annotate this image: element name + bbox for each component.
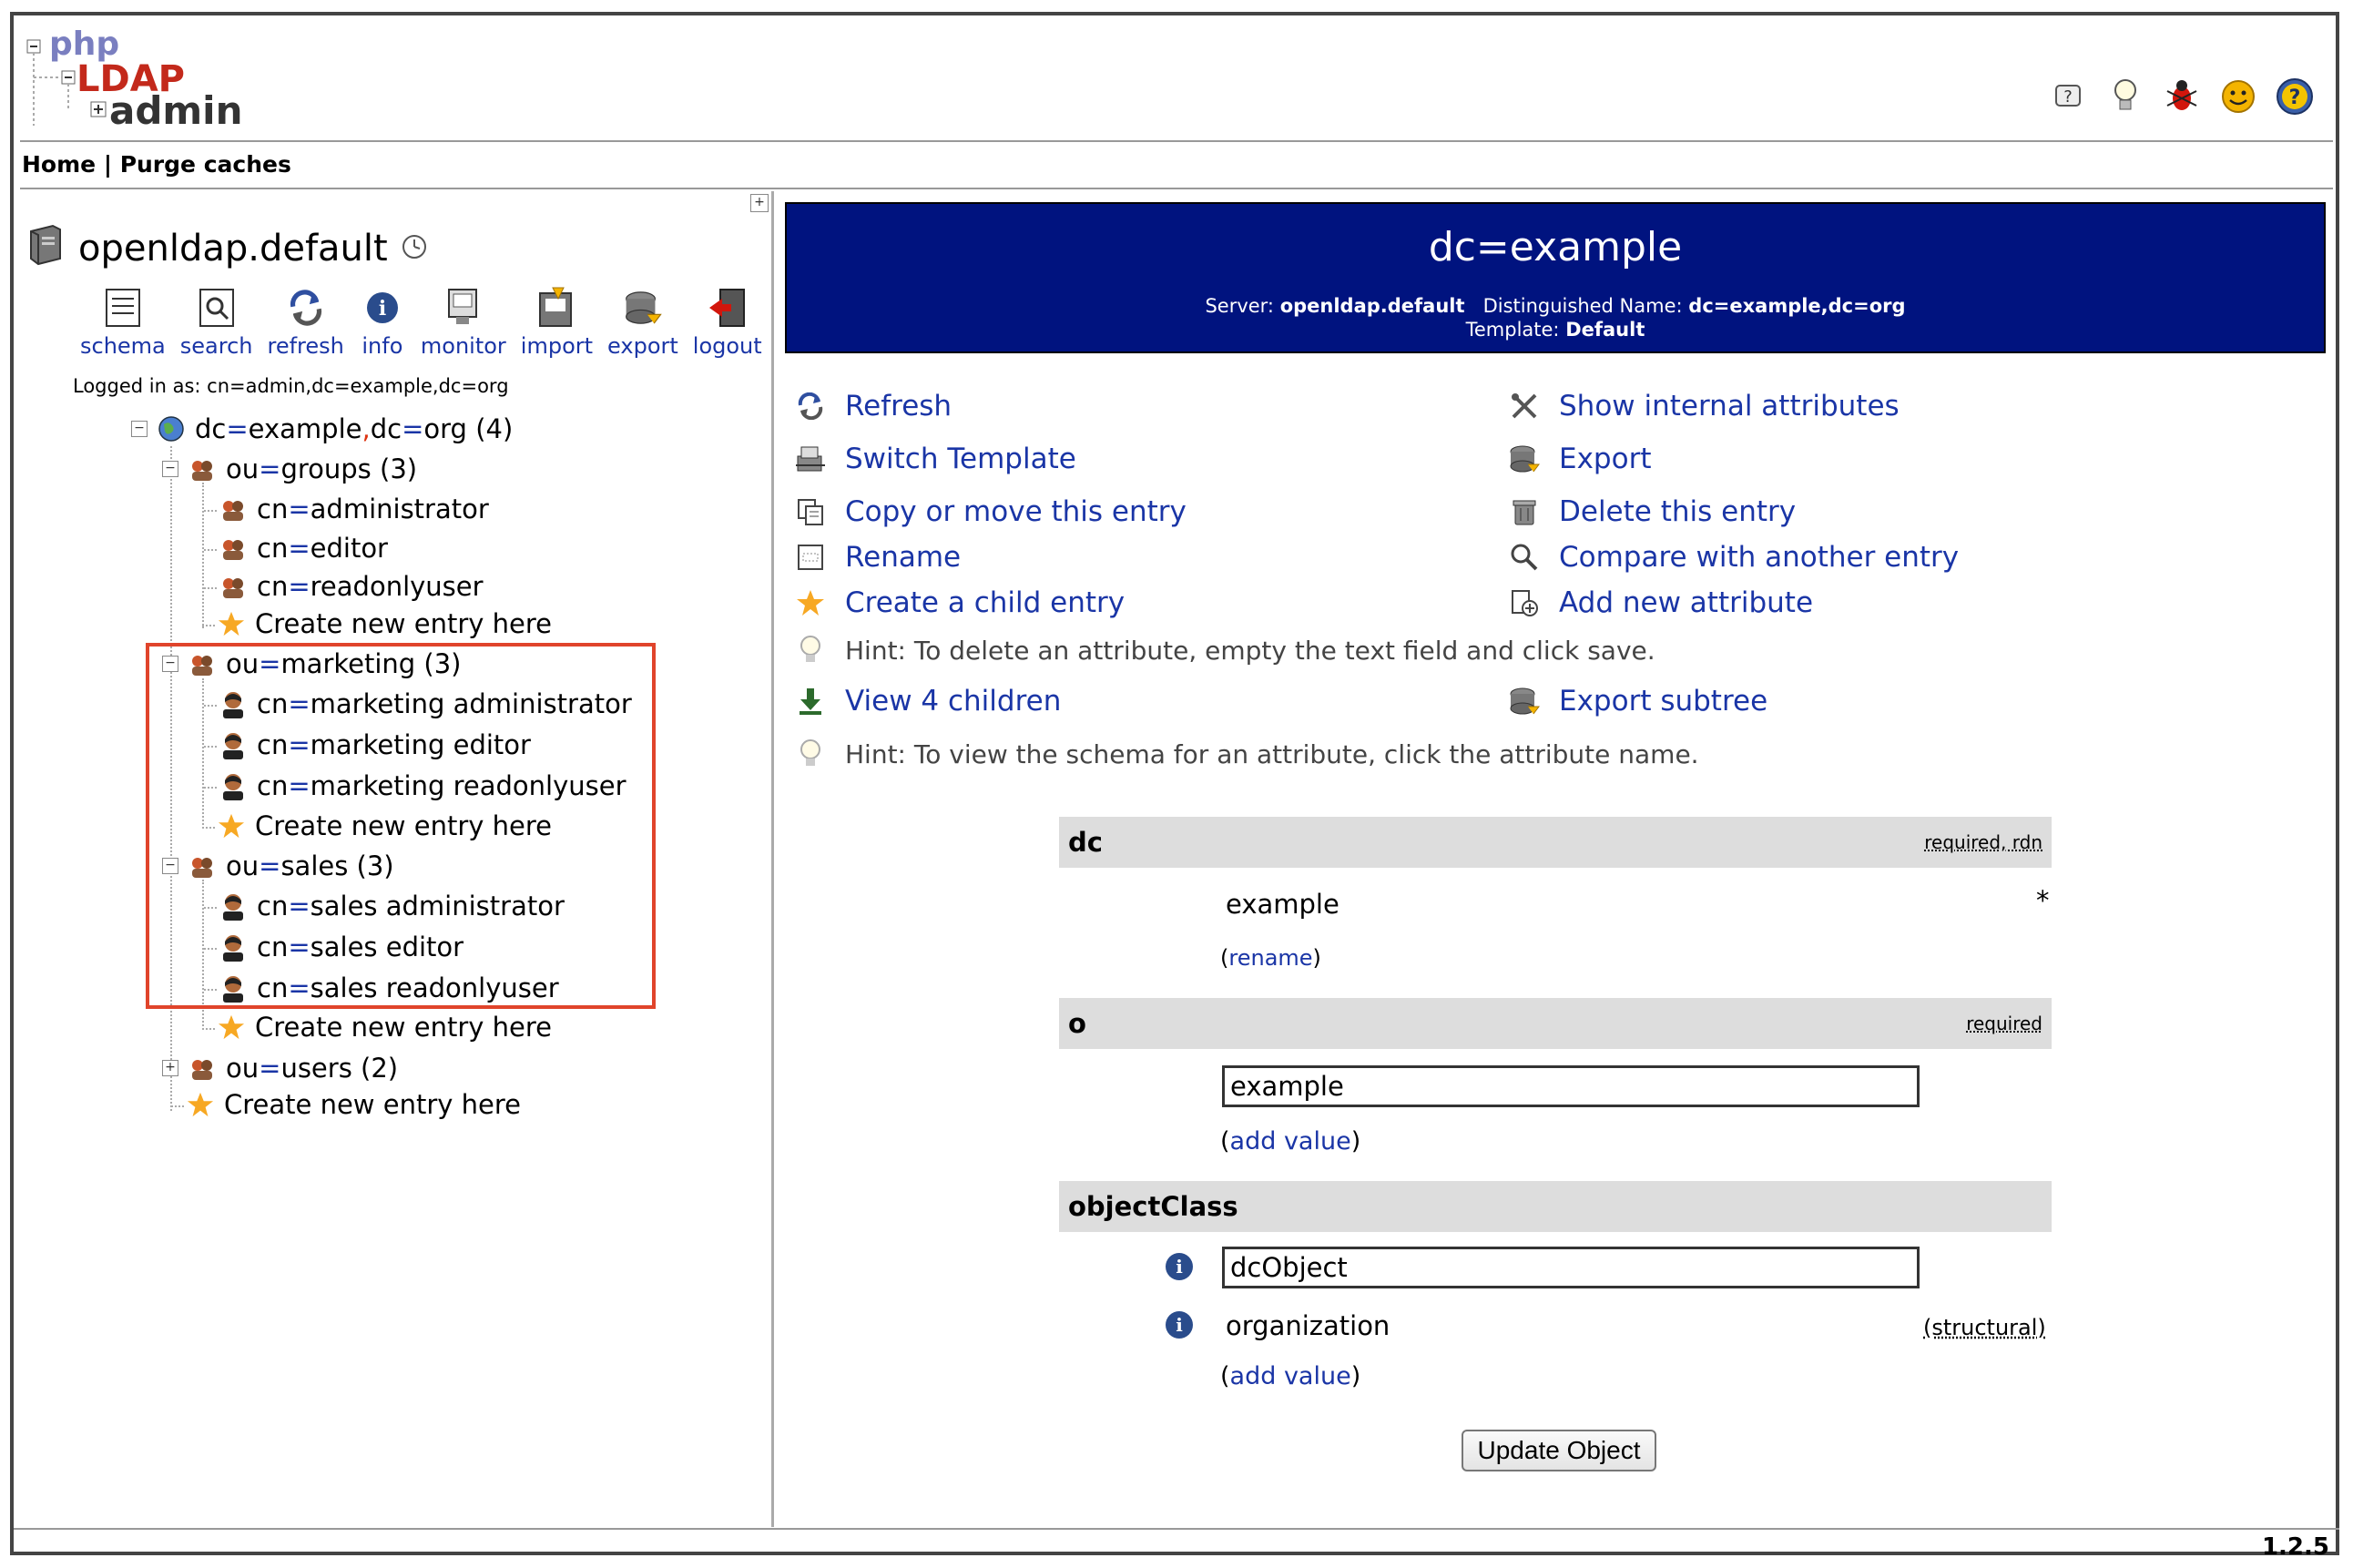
refresh-label: Refresh <box>845 390 952 423</box>
update-object-button[interactable]: Update Object <box>1462 1430 1656 1471</box>
collapse-toggle[interactable]: − <box>162 656 178 672</box>
smiley-icon[interactable] <box>2218 75 2258 118</box>
rdn-value: marketing administrator <box>310 688 632 719</box>
tree-guide-line <box>202 483 204 628</box>
rdn-attr: ou <box>226 648 260 679</box>
create-child-action[interactable] <box>794 586 1125 619</box>
svg-text:?: ? <box>2288 87 2301 109</box>
tree-guide-line <box>204 510 217 512</box>
star-icon <box>217 609 246 638</box>
rdn-value: marketing editor <box>310 729 531 760</box>
footer-divider <box>14 1528 2339 1530</box>
entry-banner <box>785 202 2326 353</box>
tree-node-ou-marketing[interactable]: − ou = marketing (3) <box>162 648 462 679</box>
tree-guide-line <box>204 587 217 589</box>
rdn-attr: cn <box>257 688 289 719</box>
tool-info[interactable] <box>359 282 406 359</box>
compare-label: Compare with another entry <box>1559 541 1960 574</box>
rdn-marker: * <box>2036 885 2050 916</box>
create-entry-label: Create new entry here <box>255 1012 552 1043</box>
rdn-attr: cn <box>257 770 289 801</box>
tree-node-ou-groups[interactable]: − ou = groups (3) <box>162 453 417 484</box>
schema-icon <box>99 282 147 333</box>
switch-template-action[interactable] <box>794 443 1076 475</box>
logout-icon <box>704 282 751 333</box>
entry-dn-title: dc=example <box>1428 224 1683 270</box>
help-icon[interactable] <box>2049 75 2089 118</box>
collapse-toggle[interactable]: + <box>162 1060 178 1076</box>
tool-refresh[interactable] <box>268 282 344 359</box>
version-label: 1.2.5 <box>2261 1533 2329 1561</box>
info-icon <box>359 282 406 333</box>
tool-label: refresh <box>267 333 344 359</box>
tools-icon <box>1508 390 1541 423</box>
tree-node-entry[interactable]: cn = sales editor <box>219 932 463 962</box>
switch-template-label: Switch Template <box>845 443 1076 475</box>
export-label: Export <box>1559 443 1652 475</box>
tool-search[interactable] <box>180 282 253 359</box>
create-new-entry-link[interactable] <box>217 1012 552 1043</box>
tool-export[interactable] <box>607 282 678 359</box>
lightbulb-icon <box>794 634 827 667</box>
rdn-value: org <box>423 413 467 444</box>
panel-separator <box>771 191 774 1527</box>
rdn-attr: ou <box>226 453 260 484</box>
view-children-label: View 4 children <box>845 685 1062 718</box>
copy-move-action[interactable] <box>794 495 1187 528</box>
create-entry-label: Create new entry here <box>255 810 552 841</box>
child-count: (3) <box>380 453 418 484</box>
svg-text:?: ? <box>2063 87 2073 107</box>
child-count: (2) <box>361 1053 399 1084</box>
tree-guide-line <box>202 1028 215 1030</box>
copy-icon <box>794 495 827 528</box>
child-count: (3) <box>423 648 462 679</box>
rdn-attr: cn <box>257 972 289 1003</box>
nav-divider <box>20 188 2333 189</box>
svg-text:admin: admin <box>109 88 243 133</box>
group-icon <box>188 1054 217 1083</box>
dc-value: example <box>1226 889 1339 920</box>
show-internal-action[interactable] <box>1508 390 1900 423</box>
export-subtree-action[interactable] <box>1508 685 1767 718</box>
refresh-icon <box>282 282 330 333</box>
rdn-value: sales readonlyuser <box>310 972 559 1003</box>
top-navigation <box>22 151 291 178</box>
home-link[interactable]: Home <box>22 151 97 178</box>
search-icon <box>193 282 240 333</box>
export-action[interactable] <box>1508 443 1651 475</box>
add-attribute-icon <box>1508 586 1541 619</box>
rdn-attr: cn <box>257 891 289 921</box>
attribute-name[interactable]: objectClass <box>1068 1191 1238 1222</box>
refresh-icon <box>794 390 827 423</box>
download-arrow-icon <box>794 685 827 718</box>
tree-node-entry[interactable]: cn = administrator <box>219 494 489 524</box>
tree-guide-line <box>171 1105 184 1107</box>
trash-icon <box>1508 495 1541 528</box>
template-value: Default <box>1565 319 1645 341</box>
tree-node-entry[interactable]: cn = editor <box>219 533 388 564</box>
highlight-box <box>146 643 656 1009</box>
export-icon <box>619 282 667 333</box>
tool-label: logout <box>692 333 762 359</box>
group-icon <box>188 454 217 484</box>
tree-guide-line <box>204 549 217 551</box>
hint-schema <box>794 738 1699 770</box>
server-toolbar <box>73 282 769 359</box>
rdn-value: marketing readonlyuser <box>310 770 626 801</box>
create-new-entry-link[interactable] <box>217 608 552 639</box>
monitor-icon <box>440 282 487 333</box>
tool-label: search <box>179 333 253 359</box>
tool-logout[interactable] <box>693 282 762 359</box>
dn-value: dc=example,dc=org <box>1688 295 1906 317</box>
hint-delete <box>794 634 1655 667</box>
group-icon <box>219 572 248 601</box>
rdn-attr: cn <box>257 494 289 524</box>
create-entry-label: Create new entry here <box>224 1089 521 1120</box>
child-count: (4) <box>475 413 514 444</box>
header-divider <box>20 140 2333 142</box>
add-attribute-action[interactable] <box>1508 586 1813 619</box>
template-label: Template: <box>1465 319 1560 341</box>
create-new-entry-link[interactable] <box>186 1089 521 1120</box>
rdn-attr: cn <box>257 932 289 962</box>
objectclass-add-value-wrap: (add value) <box>1220 1362 1361 1390</box>
tree-node-root[interactable]: − dc = example , dc = org (4) <box>131 413 513 444</box>
rename-label: Rename <box>845 541 962 574</box>
rdn-value: marketing <box>280 648 416 679</box>
bug-icon[interactable] <box>2162 75 2202 118</box>
tool-label: schema <box>80 333 166 359</box>
export-icon <box>1508 443 1541 475</box>
rdn-attr: cn <box>257 571 289 602</box>
copy-move-label: Copy or move this entry <box>845 495 1187 528</box>
rdn-value: readonlyuser <box>310 571 484 602</box>
tree-node-entry[interactable]: cn = marketing readonlyuser <box>219 770 626 801</box>
tree-node-entry[interactable]: cn = sales administrator <box>219 891 565 921</box>
tree-node-entry[interactable]: cn = sales readonlyuser <box>219 972 559 1003</box>
attribute-flags: required <box>1966 1013 2042 1034</box>
add-value-link[interactable]: add value <box>1229 1127 1351 1156</box>
svg-text:LDAP: LDAP <box>76 58 185 100</box>
collapse-toggle[interactable]: − <box>162 461 178 477</box>
attribute-name[interactable]: dc <box>1068 827 1103 858</box>
info-icon[interactable]: i <box>1166 1311 1193 1339</box>
delete-entry-label: Delete this entry <box>1559 495 1797 528</box>
server-heading <box>25 222 428 275</box>
clock-icon <box>401 228 428 270</box>
lightbulb-icon <box>794 738 827 770</box>
rdn-value: sales <box>280 850 349 881</box>
rdn-value: editor <box>310 533 388 564</box>
lightbulb-icon[interactable] <box>2105 75 2145 118</box>
compare-action[interactable] <box>1508 541 1959 574</box>
objectclass-value-input[interactable] <box>1222 1247 1920 1288</box>
group-icon <box>219 494 248 524</box>
star-icon <box>794 586 827 619</box>
attribute-name[interactable]: o <box>1068 1008 1086 1039</box>
create-child-label: Create a child entry <box>845 586 1126 619</box>
child-count: (3) <box>356 850 394 881</box>
tree-node-ou-users[interactable]: + ou = users (2) <box>162 1053 398 1084</box>
o-add-value-wrap: (add value) <box>1220 1127 1361 1156</box>
import-icon <box>533 282 580 333</box>
rename-icon <box>794 541 827 574</box>
export-icon <box>1508 685 1541 718</box>
rdn-attr: dc <box>370 413 402 444</box>
switch-template-icon <box>794 443 827 475</box>
svg-text:php: php <box>49 25 120 63</box>
o-value-input[interactable] <box>1222 1065 1920 1107</box>
tree-node-entry[interactable]: cn = readonlyuser <box>219 571 484 602</box>
server-label: Server: <box>1205 295 1275 317</box>
rdn-value: example <box>248 413 362 444</box>
tool-label: monitor <box>420 333 506 359</box>
nav-separator: | <box>103 151 112 178</box>
tool-monitor[interactable] <box>421 282 506 359</box>
tree-node-ou-sales[interactable]: − ou = sales (3) <box>162 850 394 881</box>
server-value: openldap.default <box>1279 295 1465 317</box>
tool-label: import <box>520 333 594 359</box>
show-internal-label: Show internal attributes <box>1559 390 1900 423</box>
hint-schema-text: Hint: To view the schema for an attribute, click the attribute name. <box>845 738 1699 769</box>
dn-label: Distinguished Name: <box>1482 295 1683 317</box>
objectclass-value-2: organization <box>1226 1310 1390 1341</box>
attribute-header-dc <box>1059 817 2052 868</box>
star-icon <box>217 1013 246 1042</box>
view-children-action[interactable] <box>794 685 1061 718</box>
rdn-value: users <box>280 1053 352 1084</box>
attribute-flags: required, rdn <box>1924 831 2042 853</box>
structural-label: (structural) <box>1923 1315 2046 1340</box>
attribute-header-objectclass <box>1059 1181 2052 1232</box>
rdn-attr: ou <box>226 1053 260 1084</box>
rename-link[interactable]: rename <box>1228 945 1313 971</box>
tool-import[interactable] <box>521 282 593 359</box>
attribute-header-o <box>1059 998 2052 1049</box>
question-icon[interactable] <box>2275 75 2315 118</box>
add-attribute-label: Add new attribute <box>1559 586 1814 619</box>
rdn-value: administrator <box>310 494 489 524</box>
rename-link-wrap: (rename) <box>1220 945 1321 971</box>
refresh-action[interactable] <box>794 390 952 423</box>
rdn-attr: cn <box>257 729 289 760</box>
rdn-value: sales administrator <box>310 891 565 921</box>
rename-action[interactable] <box>794 541 961 574</box>
info-icon[interactable]: i <box>1166 1253 1193 1280</box>
add-value-link[interactable]: add value <box>1229 1362 1351 1390</box>
export-subtree-label: Export subtree <box>1559 685 1768 718</box>
rdn-attr: cn <box>257 533 289 564</box>
tree-node-entry[interactable]: cn = marketing editor <box>219 729 531 760</box>
rdn-attr: ou <box>226 850 260 881</box>
magnifier-icon <box>1508 541 1541 574</box>
create-entry-label: Create new entry here <box>255 608 552 639</box>
rdn-value: groups <box>280 453 372 484</box>
hint-delete-text: Hint: To delete an attribute, empty the text field and click save. <box>845 635 1655 666</box>
collapse-toggle[interactable]: − <box>131 421 148 437</box>
purge-caches-link[interactable]: Purge caches <box>119 151 291 178</box>
collapse-toggle[interactable]: − <box>162 858 178 874</box>
rdn-value: sales editor <box>310 932 464 962</box>
server-icon <box>25 222 66 275</box>
group-icon <box>219 534 248 563</box>
logged-in-status: Logged in as: cn=admin,dc=example,dc=org <box>73 375 509 397</box>
tool-schema[interactable] <box>80 282 166 359</box>
tool-label: info <box>362 333 403 359</box>
rdn-attr: dc <box>195 413 227 444</box>
expand-panel-button[interactable]: + <box>750 194 769 212</box>
server-name[interactable]: openldap.default <box>78 228 388 270</box>
tree-guide-line <box>202 625 215 626</box>
delete-entry-action[interactable] <box>1508 495 1796 528</box>
top-icon-bar <box>2049 75 2315 118</box>
star-icon <box>186 1090 215 1119</box>
entry-meta <box>787 294 2324 341</box>
tool-label: export <box>607 333 678 359</box>
phpldapadmin-logo <box>25 25 244 135</box>
svg-text:i: i <box>378 297 387 321</box>
tree-node-entry[interactable]: cn = marketing administrator <box>219 688 632 719</box>
globe-icon <box>157 414 186 443</box>
